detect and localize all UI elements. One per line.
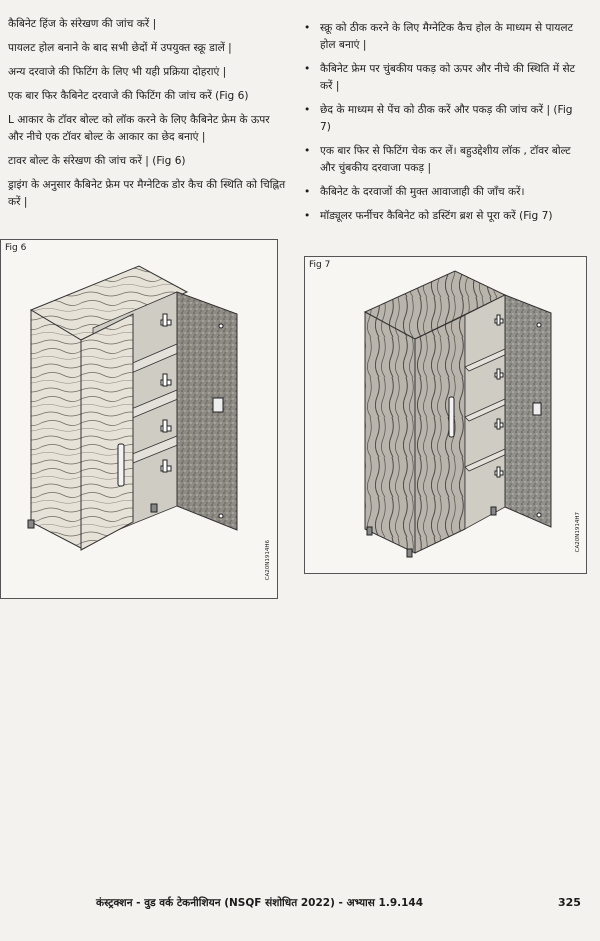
left-column [8,16,286,218]
bullet-item [302,208,584,225]
bullet-item [302,61,584,95]
cabinet-open-door-illustration [1,240,277,598]
bullet-icon: • [304,210,311,222]
bullet-icon: • [304,22,311,34]
bullet-text: कैबिनेट के दरवाजों की मुक्त आवाजाही की जाँच करें। [320,186,525,198]
bullet-icon: • [304,104,311,116]
paragraph: कैबिनेट हिंज के संरेखण की जांच करें | [8,18,157,30]
figure-label: Fig 6 [5,243,27,253]
bullet-item [302,184,584,201]
bullet-icon: • [304,186,311,198]
bullet-text: छेद के माध्यम से पेंच को ठीक करें और पकड़ की जांच करें | (Fig 7) [320,104,573,133]
bullet-icon: • [304,145,311,157]
paragraph: पायलट होल बनाने के बाद सभी छेदों में उपयुक्त स्क्रू डालें | [8,42,232,54]
paragraph: एक बार फिर कैबिनेट दरवाजे की फिटिंग की जांच करें (Fig 6) [8,90,249,102]
figure-code: CA20N1914H7 [575,512,581,553]
figure-label: Fig 7 [309,260,331,270]
bullet-text: कैबिनेट फ्रेम पर चुंबकीय पकड़ को ऊपर और नीचे की स्थिति में सेट करें | [320,63,576,92]
figure-7 [304,256,587,574]
page-number: 325 [558,896,581,909]
bullet-text: स्क्रू को ठीक करने के लिए मैग्नेटिक कैच होल के माध्यम से पायलट होल बनाएं | [320,22,573,51]
paragraph: अन्य दरवाजे की फिटिंग के लिए भी यही प्रक्रिया दोहराएं | [8,66,227,78]
paragraph: ड्राइंग के अनुसार कैबिनेट फ्रेम पर मैग्नेटिक डोर कैच की स्थिति को चिह्नित करें | [8,179,286,208]
right-column [302,20,584,232]
bullet-item [302,20,584,54]
paragraph: टावर बोल्ट के संरेखण की जांच करें | (Fig 6) [8,155,186,167]
page-footer: कंस्ट्रक्शन - वुड वर्क टेकनीशियन (NSQF संशोधित 2022) - अभ्यास 1.9.144 [96,897,424,909]
bullet-list [302,20,584,225]
figure-6 [0,239,278,599]
cabinet-closed-left-door-illustration [305,257,586,573]
figure-code: CA20N1914H6 [265,540,271,581]
bullet-text: मॉड्यूलर फर्नीचर कैबिनेट को डस्टिंग ब्रश से पूरा करें (Fig 7) [320,210,553,222]
bullet-item [302,143,584,177]
bullet-icon: • [304,63,311,75]
bullet-item [302,102,584,136]
paragraph: L आकार के टॉवर बोल्ट को लॉक करने के लिए कैबिनेट फ्रेम के ऊपर और नीचे एक टॉवर बोल्ट के आकार का छेद बनाएं | [8,114,270,143]
bullet-text: एक बार फिर से फिटिंग चेक कर लें। बहुउद्देशीय लॉक , टॉवर बोल्ट और चुंबकीय दरवाजा पकड़ | [320,145,571,174]
